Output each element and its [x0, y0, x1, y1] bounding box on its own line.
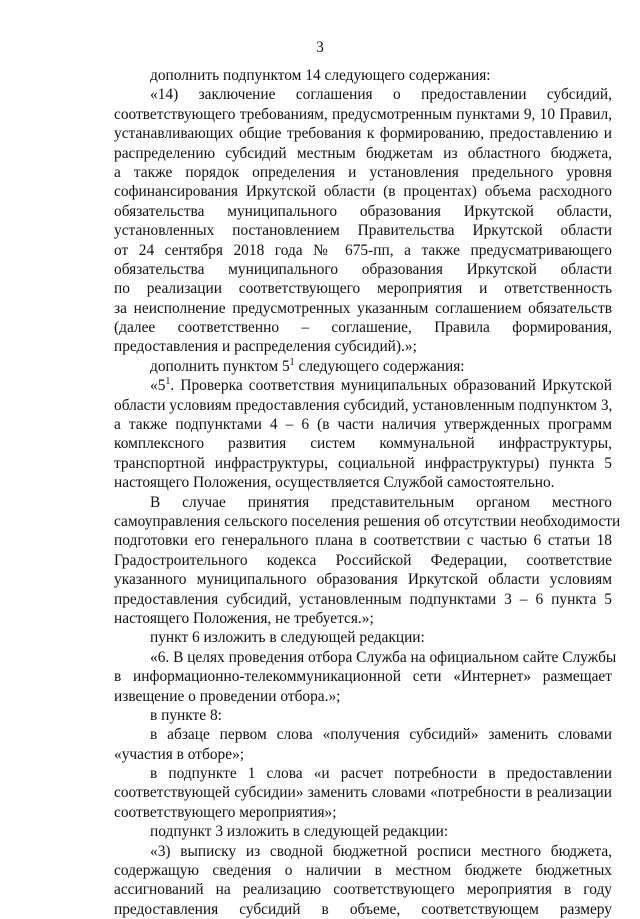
- text-line: соответствующей субсидии» заменить словами «потребности в реализации: [114, 784, 612, 802]
- text-line: указанного муниципального образования Иркутской области условиям: [114, 571, 612, 589]
- text-line: по реализации соответствующего мероприятия и ответственность: [114, 280, 612, 298]
- text-line: предоставления субсидий, установленным подпунктами 3 – 6 пункта 5: [114, 590, 612, 608]
- text-line: софинансирования Иркутской области (в процентах) объема расходного: [114, 183, 612, 201]
- text-line: пункт 6 изложить в следующей редакции:: [150, 629, 425, 647]
- text-line: настоящего Положения, осуществляется Службой самостоятельно.: [114, 474, 555, 492]
- text-line: извещение о проведении отбора.»;: [114, 687, 341, 705]
- text-line: в абзаце первом слова «получения субсидий» заменить словами: [150, 726, 612, 744]
- text-line: обязательства муниципального образования Иркутской области,: [114, 202, 612, 220]
- text-line: распределению субсидий местным бюджетам из областного бюджета,: [114, 144, 612, 162]
- text-line: «3) выписку из сводной бюджетной росписи местного бюджета,: [150, 842, 612, 860]
- text-line: содержащую сведения о наличии в местном бюджете бюджетных: [114, 862, 612, 880]
- text-line: предоставления субсидий в объеме, соответствующем размеру: [114, 900, 612, 918]
- text-line: обязательства муниципального образования Иркутской области: [114, 260, 612, 278]
- text-line: предоставления и распределения субсидий).»;: [114, 338, 417, 356]
- text-line: а также подпунктами 4 – 6 (в части наличия утвержденных программ: [114, 416, 612, 434]
- text-line: соответствующего требованиям, предусмотренным пунктами 9, 10 Правил,: [114, 105, 612, 123]
- text-line: за неисполнение предусмотренных указанным соглашением обязательств: [114, 299, 612, 317]
- superscript: 1: [165, 376, 171, 388]
- text-line: дополнить подпунктом 14 следующего содержания:: [150, 67, 491, 84]
- text-line: самоуправления сельского поселения решения об отсутствии необходимости: [114, 512, 621, 530]
- text-line: дополнить пунктом $5^1$ следующего содержания:: [150, 356, 465, 375]
- text-line: в пункте 8:: [150, 706, 222, 724]
- text-line: «$5^1$. Проверка соответствия муниципальных образований Иркутской: [150, 376, 612, 395]
- text-line: «14) заключение соглашения о предоставлении субсидий,: [150, 86, 612, 104]
- text-line: подпункт 3 изложить в следующей редакции:: [150, 823, 449, 841]
- text-line: настоящего Положения, не требуется.»;: [114, 609, 374, 627]
- superscript: 1: [289, 356, 295, 368]
- text-line: соответствующего мероприятия»;: [114, 803, 337, 821]
- text-line: а также порядок определения и установления предельного уровня: [114, 163, 612, 181]
- text-line: ассигнований на реализацию соответствующего мероприятия в году: [114, 881, 612, 899]
- text-line: Градостроительного кодекса Российской Федерации, соответствие: [114, 551, 612, 569]
- document-body: [114, 66, 621, 919]
- text-line: от 24 сентября 2018 года № 675-пп, а также предусматривающего: [114, 241, 612, 259]
- page-number: 3: [316, 39, 324, 56]
- text-line: «6. В целях проведения отбора Служба на официальном сайте Службы: [150, 648, 617, 666]
- text-line: в подпункте 1 слова «и расчет потребности в предоставлении: [150, 765, 612, 783]
- text-line: транспортной инфраструктуры, социальной инфраструктуры) пункта 5: [114, 454, 612, 472]
- text-line: области условиям предоставления субсидий, установленным подпунктом 3,: [114, 396, 613, 414]
- text-line: устанавливающих общие требования к формированию, предоставлению и: [114, 125, 612, 143]
- text-line: в информационно-телекоммуникационной сети «Интернет» размещает: [114, 668, 612, 686]
- text-line: В случае принятия представительным органом местного: [150, 493, 612, 511]
- text-line: установленных постановлением Правительства Иркутской области: [114, 222, 612, 240]
- text-line: комплексного развития систем коммунальной инфраструктуры,: [114, 435, 612, 453]
- text-line: «участия в отборе»;: [114, 745, 245, 763]
- text-line: подготовки его генерального плана в соответствии с частью 6 статьи 18: [114, 532, 612, 550]
- text-line: (далее соответственно – соглашение, Правила формирования,: [114, 319, 612, 337]
